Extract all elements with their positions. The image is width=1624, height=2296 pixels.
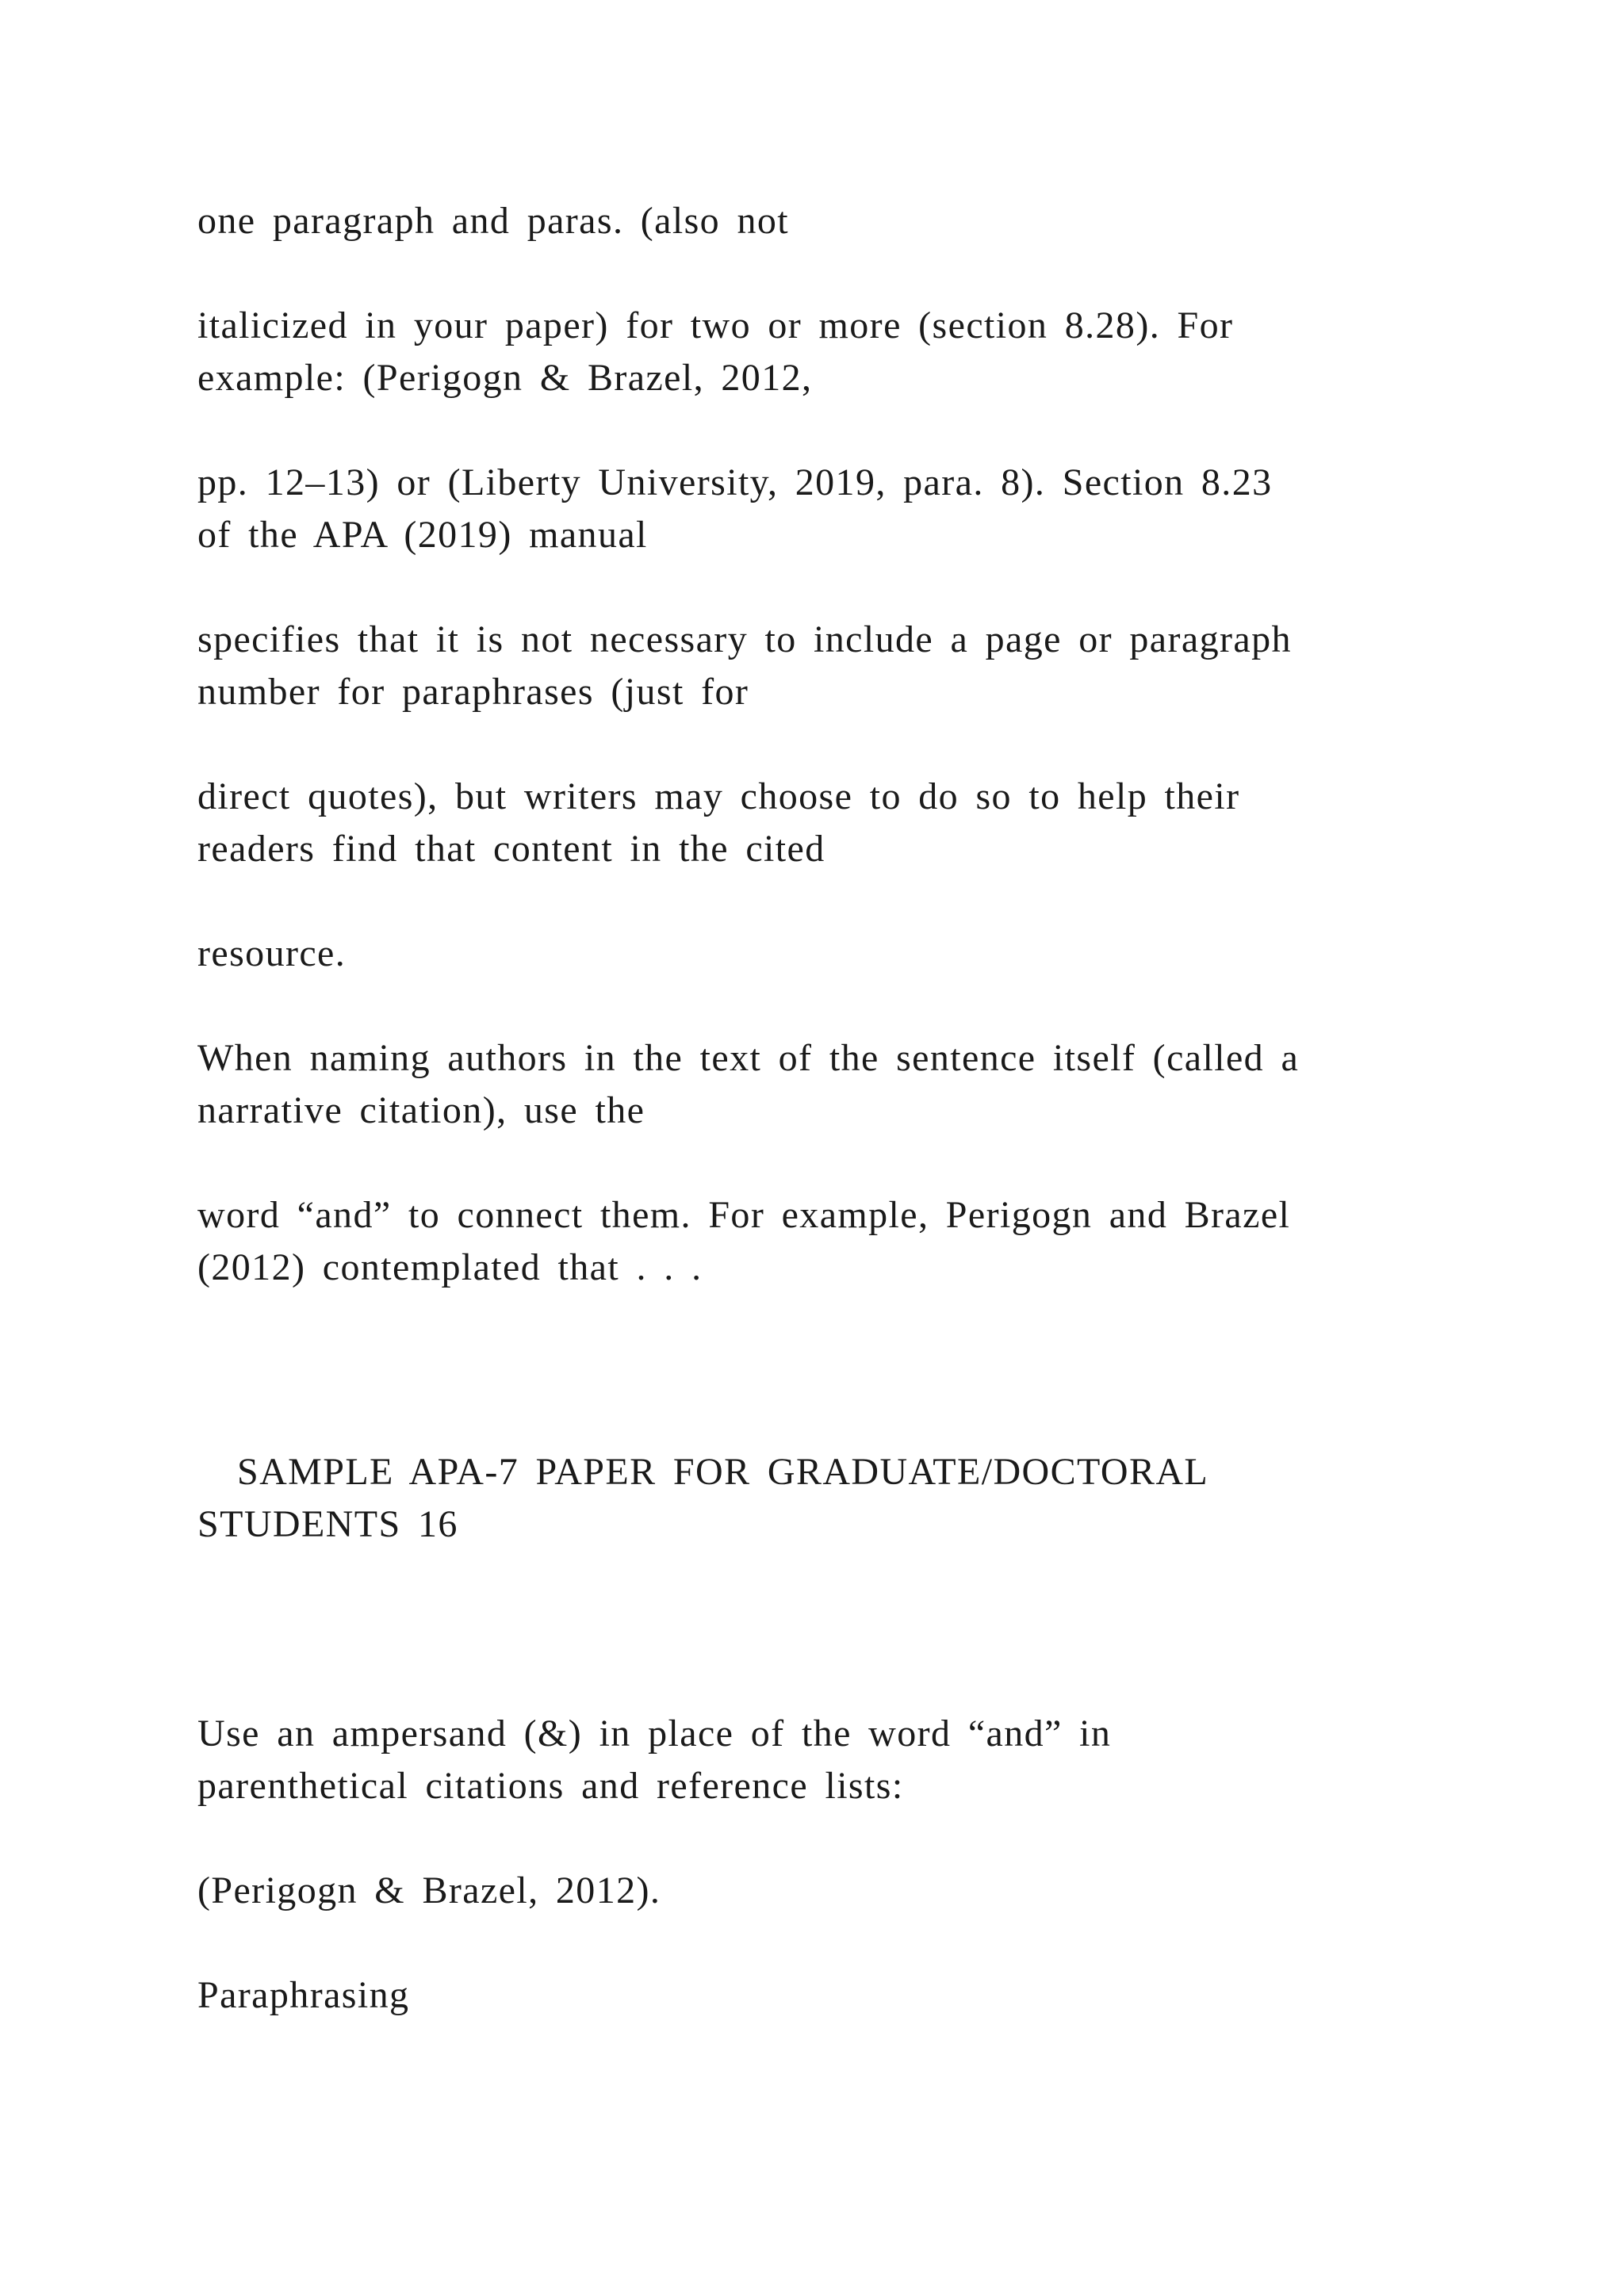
body-text-line: italicized in your paper) for two or more (section 8.28). For <box>197 304 1234 346</box>
body-text-line: of the APA (2019) manual <box>197 514 648 556</box>
body-text-line: resource. <box>197 932 347 974</box>
running-head: SAMPLE APA-7 PAPER FOR GRADUATE/DOCTORAL <box>237 1451 1209 1493</box>
running-head-page-number: STUDENTS 16 <box>197 1503 458 1545</box>
body-text-line: parenthetical citations and reference lists: <box>197 1765 904 1807</box>
body-text-line: pp. 12–13) or (Liberty University, 2019, para. 8). Section 8.23 <box>197 461 1273 503</box>
body-text-line: When naming authors in the text of the sentence itself (called a <box>197 1037 1300 1079</box>
body-text-line: direct quotes), but writers may choose to do so to help their <box>197 775 1240 817</box>
body-text-line: (Perigogn & Brazel, 2012). <box>197 1869 661 1911</box>
body-text-line: (2012) contemplated that . . . <box>197 1246 703 1288</box>
body-text-line: number for paraphrases (just for <box>197 671 749 713</box>
section-heading: Paraphrasing <box>197 1974 410 2016</box>
body-text-line: example: (Perigogn & Brazel, 2012, <box>197 357 813 399</box>
body-text-line: word “and” to connect them. For example, Perigogn and Brazel <box>197 1194 1291 1236</box>
body-text-line: Use an ampersand (&) in place of the word “and” in <box>197 1712 1112 1755</box>
body-text-line: specifies that it is not necessary to include a page or paragraph <box>197 618 1292 660</box>
body-text-line: one paragraph and paras. (also not <box>197 200 790 242</box>
body-text-line: readers find that content in the cited <box>197 828 825 870</box>
body-text-line: narrative citation), use the <box>197 1089 645 1131</box>
